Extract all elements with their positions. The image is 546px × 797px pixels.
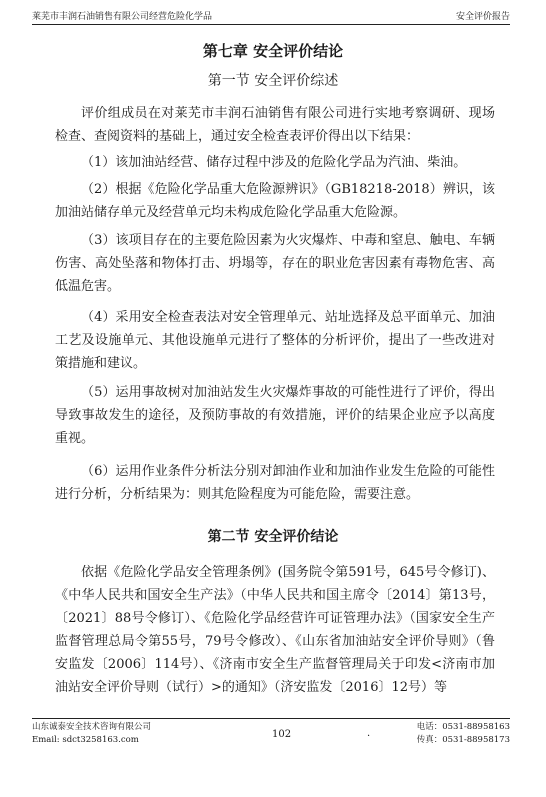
paragraph-item-1: （1）该加油站经营、储存过程中涉及的危险化学品为汽油、柴油。 <box>81 155 467 170</box>
footer-right <box>417 721 510 747</box>
page-number: 102 <box>272 729 292 740</box>
paragraph-intro: 评价组成员在对莱芜市丰润石油销售有限公司进行实地考察调研、现场检查、查阅资料的基础上，通过安全检查表评价得出以下结果： <box>55 106 495 144</box>
paragraph-item-2: （2）根据《危险化学品重大危险源辨识》（GB18218-2018）辨识，该加油站储存单元及经营单元均未构成危险化学品重大危险源。 <box>55 182 495 220</box>
header-company: 莱芜市丰润石油销售有限公司经营危险化学品 <box>32 12 213 22</box>
paragraph-basis: 依据《危险化学品安全管理条例》(国务院令第591号，645号令修订)、《中华人民共和国安全生产法》（中华人民共和国主席令〔2014〕第13号，〔2021〕88号令修订）、《危险化学品经营许可证管理办法》（国家安全生产监督管理总局令第55号，79号令修改）、《山东省加油站安全评价导则》（鲁安监发〔2006〕114号）、《济南市安全生产监督管理局关于印发<济南市加油站安全评价导则（试行）>的通知》（济安监发〔2016〕12号）等 <box>55 565 495 695</box>
footer-left <box>32 721 151 747</box>
page-footer <box>32 721 510 751</box>
section1-title: 第一节 安全评价综述 <box>207 73 339 89</box>
footer-phone: 电话：0531-88958163 <box>416 722 510 732</box>
section2-title: 第二节 安全评价结论 <box>207 529 339 545</box>
footer-dot: · <box>367 731 371 742</box>
footer-email: Email: sdct3258163.com <box>32 735 139 745</box>
footer-divider <box>32 718 510 719</box>
paragraph-item-3: （3）该项目存在的主要危险因素为火灾爆炸、中毒和窒息、触电、车辆伤害、高处坠落和物体打击、坍塌等，存在的职业危害因素有毒物危害、高低温危害。 <box>55 233 495 294</box>
paragraph-item-5: （5）运用事故树对加油站发生火灾爆炸事故的可能性进行了评价，得出导致事故发生的途径，及预防事故的有效措施，评价的结果企业应予以高度重视。 <box>55 385 495 446</box>
header-report-type: 安全评价报告 <box>455 12 510 22</box>
footer-fax: 传真：0531-88958173 <box>416 735 510 745</box>
paragraph-item-4: （4）采用安全检查表法对安全管理单元、站址选择及总平面单元、加油工艺及设施单元、其他设施单元进行了整体的分析评价，提出了一些改进对策措施和建议。 <box>55 310 495 371</box>
footer-company: 山东诚泰安全技术咨询有限公司 <box>32 722 152 732</box>
page-header <box>32 8 510 25</box>
chapter-title: 第七章 安全评价结论 <box>202 42 344 60</box>
paragraph-item-6: （6）运用作业条件分析法分别对卸油作业和加油作业发生危险的可能性进行分析，分析结果为：则其危险程度为可能危险，需要注意。 <box>55 464 495 502</box>
